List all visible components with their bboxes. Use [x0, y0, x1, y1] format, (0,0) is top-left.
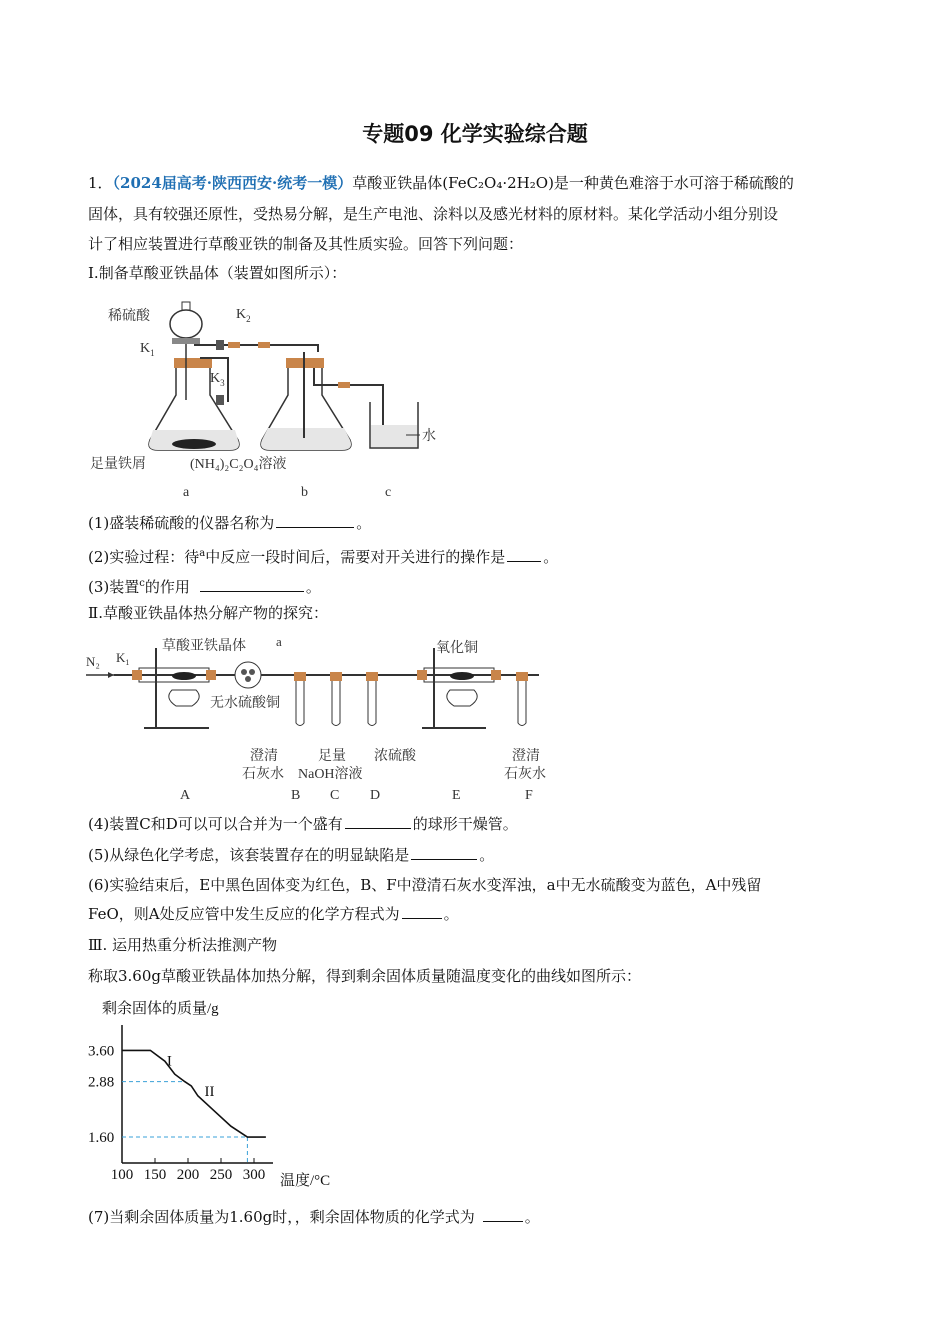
label-cuso4: 无水硫酸铜 — [210, 696, 280, 711]
sub-question-7: (7)当剩余固体质量为1.60g时，，剩余固体物质的化学式为 。 — [88, 1208, 540, 1226]
label-cuo: 氧化铜 — [436, 641, 478, 656]
tube-b — [296, 681, 304, 726]
label-crystal: 草酸亚铁晶体 — [162, 639, 246, 654]
label-c-line2: NaOH溶液 — [298, 767, 363, 782]
label-b: b — [301, 485, 308, 500]
sub-question-6-line-2: FeO，则A处反应管中发生反应的化学方程式为 。 — [88, 905, 459, 923]
x-tick-label: 200 — [176, 1167, 200, 1183]
label-c: c — [385, 485, 392, 500]
answer-blank-7[interactable] — [483, 1207, 523, 1222]
label-solution: (NH₄)₂C₂O₄溶液 — [190, 457, 287, 472]
answer-blank-5[interactable] — [411, 845, 477, 860]
tube-d — [368, 681, 376, 726]
x-tick-label: 300 — [242, 1167, 266, 1183]
annotation-II: II — [204, 1083, 215, 1100]
label-b-line2: 石灰水 — [242, 767, 284, 782]
sub-question-3: (3)装置$^c$的作用 。 — [88, 578, 321, 596]
funnel-valve-k1 — [172, 338, 200, 344]
thermogravimetric-chart — [88, 995, 378, 1195]
label-C: C — [330, 788, 340, 803]
burner-e — [447, 690, 477, 706]
iron-filings — [172, 439, 216, 449]
x-tick-label: 100 — [110, 1167, 134, 1183]
crystal-sample — [172, 672, 196, 680]
label-n2: N₂ — [86, 654, 100, 669]
label-k1: $K_1$ — [116, 650, 130, 667]
apparatus-figure-2 — [84, 628, 564, 806]
label-A: A — [180, 788, 191, 803]
part-1-heading: I.制备草酸亚铁晶体（装置如图所示）： — [88, 264, 347, 282]
label-b-line1: 澄清 — [250, 749, 278, 764]
label-a: a — [183, 485, 190, 500]
apparatus-figure-1 — [88, 290, 448, 505]
label-D: D — [370, 788, 381, 803]
sub-question-4: (4)装置C和D可以可以合并为一个盛有 的球形干燥管。 — [88, 815, 518, 833]
flask-b-liquid — [261, 428, 351, 450]
beaker-water — [371, 425, 417, 447]
intro-text: 草酸亚铁晶体(FeC₂O₄·2H₂O)是一种黄色难溶于水可溶于稀硫酸的 — [352, 174, 794, 192]
y-tick-label: 2.88 — [88, 1074, 115, 1091]
label-k1: $K_1$ — [140, 341, 155, 358]
question-1-line-1 — [88, 173, 794, 193]
copper-oxide — [450, 672, 474, 680]
label-B: B — [291, 788, 301, 803]
valve-k2 — [216, 340, 224, 350]
sub-question-2: (2)实验过程：待$^a$中反应一段时间后，需要对开关进行的操作是 。 — [88, 548, 559, 566]
label-k2: $K_2$ — [236, 307, 251, 324]
tube-a-to-b — [194, 345, 318, 352]
label-E: E — [452, 788, 461, 803]
x-tick-label: 150 — [143, 1167, 167, 1183]
answer-blank-6[interactable] — [402, 904, 442, 919]
x-tick-label: 250 — [209, 1167, 233, 1183]
label-a: a — [276, 634, 282, 649]
intro-line-3: 计了相应装置进行草酸亚铁的制备及其性质实验。回答下列问题： — [88, 235, 524, 253]
sub-question-1: (1)盛装稀硫酸的仪器名称为 。 — [88, 514, 372, 532]
label-F: F — [525, 788, 533, 803]
label-iron: 足量铁屑 — [90, 457, 146, 472]
answer-blank-2[interactable] — [507, 547, 541, 562]
label-k3: $K_3$ — [210, 371, 225, 388]
funnel-cap — [182, 302, 190, 310]
label-f-line2: 石灰水 — [504, 767, 546, 782]
question-source: （2024届高考·陕西西安·统考一模） — [112, 174, 353, 192]
chart-xlabel: 温度/°C — [280, 1173, 331, 1189]
tube-b-to-c — [314, 368, 383, 425]
separatory-funnel — [170, 310, 202, 338]
answer-blank-3[interactable] — [200, 577, 304, 592]
label-acid: 稀硫酸 — [108, 309, 150, 324]
answer-blank-1[interactable] — [276, 513, 354, 528]
label-c-line1: 足量 — [318, 749, 346, 764]
intro-line-2: 固体，具有较强还原性，受热易分解，是生产电池、涂料以及感光材料的原材料。某化学活动小组分别设 — [88, 205, 779, 223]
tube-f — [518, 681, 526, 726]
y-tick-label: 3.60 — [88, 1043, 115, 1060]
y-tick-label: 1.60 — [88, 1130, 115, 1147]
part-2-heading: Ⅱ.草酸亚铁晶体热分解产物的探究： — [88, 604, 328, 622]
mass-curve — [122, 1050, 266, 1137]
sub-question-5: (5)从绿色化学考虑，该套装置存在的明显缺陷是 。 — [88, 846, 495, 864]
chart-ylabel: 剩余固体的质量/g — [102, 1001, 219, 1017]
part-3-text: 称取3.60g草酸亚铁晶体加热分解，得到剩余固体质量随温度变化的曲线如图所示： — [88, 967, 642, 985]
part-3-heading: Ⅲ. 运用热重分析法推测产物 — [88, 936, 278, 954]
question-number: 1． — [88, 174, 113, 192]
annotation-I: I — [166, 1053, 172, 1070]
valve-k3 — [216, 395, 224, 405]
stopper-a — [174, 358, 212, 368]
label-f-line1: 澄清 — [512, 749, 540, 764]
tube-c — [332, 681, 340, 726]
label-water: 水 — [422, 429, 436, 444]
page-title: 专题09 化学实验综合题 — [362, 122, 588, 146]
label-d: 浓硫酸 — [374, 749, 416, 764]
answer-blank-4[interactable] — [345, 814, 411, 829]
burner-a — [169, 690, 199, 706]
sub-question-6-line-1: (6)实验结束后，E中黑色固体变为红色，B、F中澄清石灰水变浑浊，a中无水硫酸变为蓝色，A中残留 — [88, 876, 762, 894]
drying-tube-a — [235, 662, 261, 688]
